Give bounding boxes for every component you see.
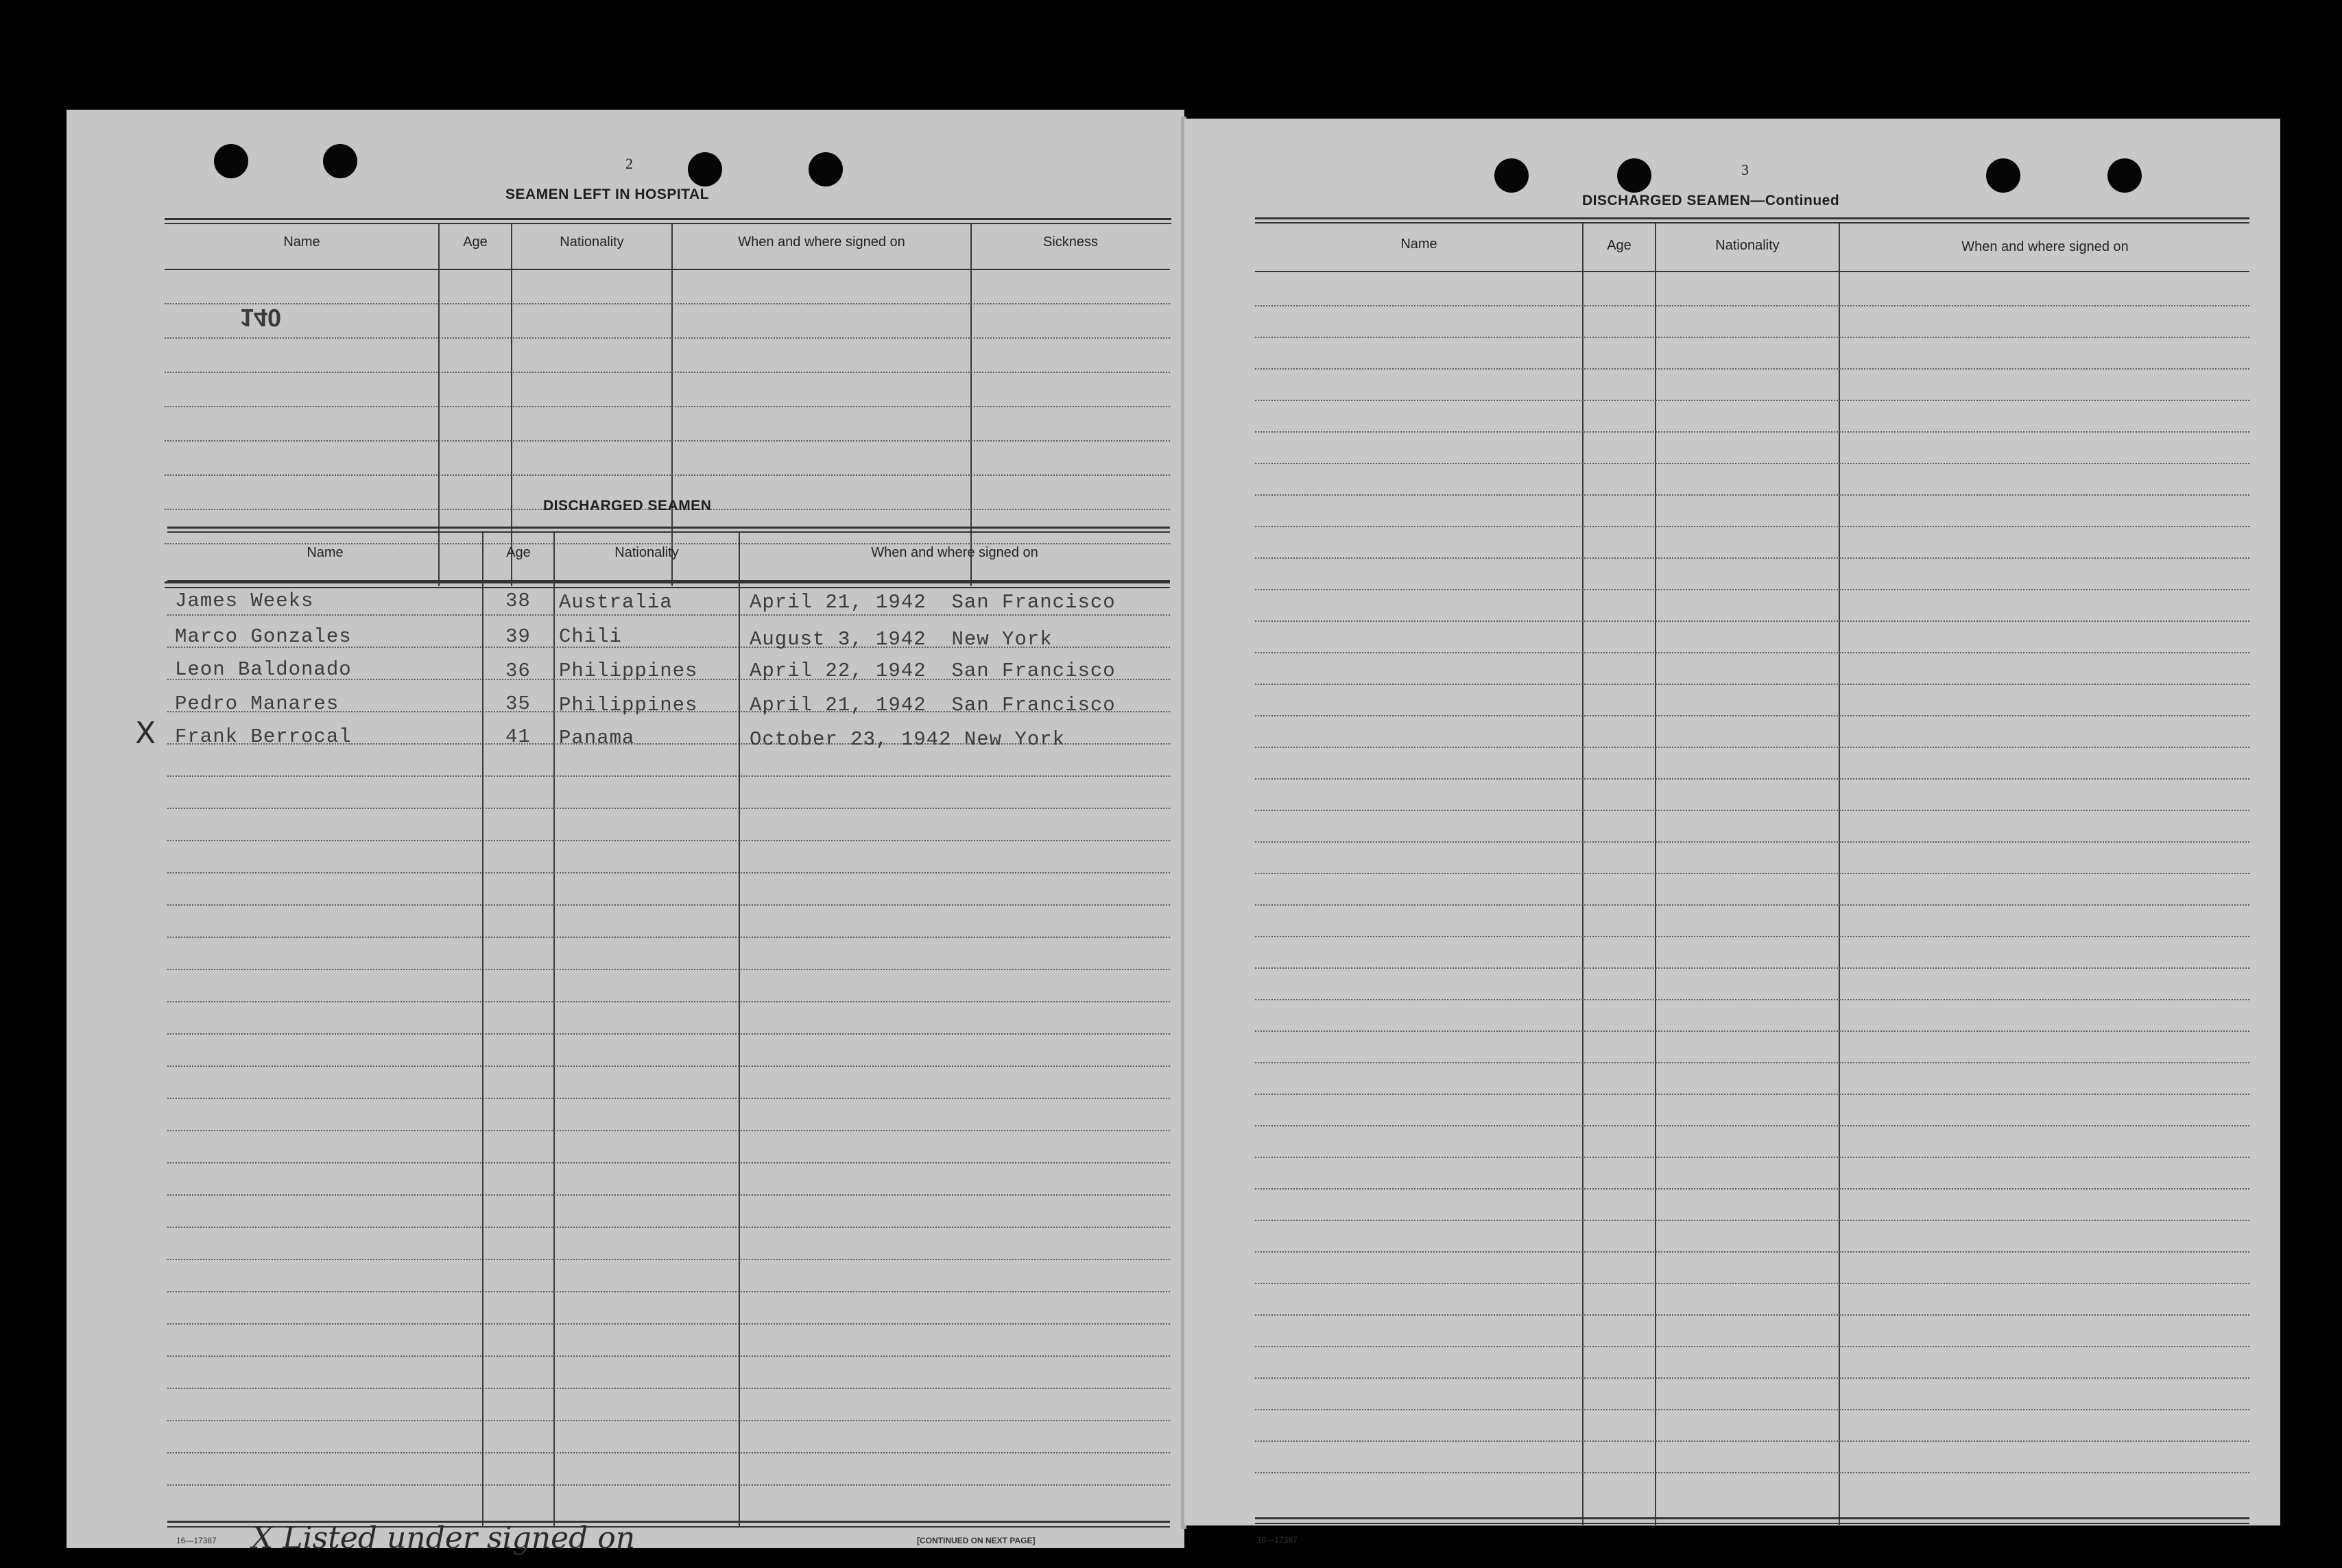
left-page [67, 110, 1184, 1556]
discharged-section-title: DISCHARGED SEAMEN [543, 498, 712, 514]
row-check-mark: X [135, 716, 156, 751]
row-line [1255, 1030, 2249, 1032]
row-line [1255, 715, 2249, 716]
row-line [165, 337, 1170, 339]
row-line [1255, 337, 2249, 338]
row-line [165, 474, 1170, 476]
row-line [1255, 368, 2249, 370]
seaman-age: 35 [505, 692, 531, 715]
section-title-sub: —Continued [1750, 193, 1840, 208]
seaman-signed-on: August 3, 1942 New York [750, 628, 1053, 651]
punch-hole [1617, 158, 1651, 193]
row-line [167, 1388, 1170, 1389]
row-line [1255, 589, 2249, 590]
row-line [167, 1227, 1170, 1228]
header-rule [167, 580, 1170, 581]
stamped-number: 140 [240, 304, 282, 332]
seaman-name: Pedro Manares [175, 692, 339, 715]
row-line [1255, 1346, 2249, 1347]
seaman-signed-on: October 23, 1942 New York [750, 728, 1066, 751]
divider [1255, 217, 2249, 219]
row-line [167, 1194, 1170, 1196]
col-header-nationality: Nationality [560, 234, 624, 250]
row-line [1255, 1314, 2249, 1316]
divider [165, 223, 1171, 224]
row-line [1255, 1157, 2249, 1158]
row-line [1255, 400, 2249, 401]
seaman-age: 36 [505, 660, 531, 682]
col-header-sickness: Sickness [1042, 234, 1099, 250]
punch-hole [688, 152, 722, 186]
row-line [1255, 841, 2249, 843]
row-line [167, 1001, 1170, 1002]
form-number: 16—17387 [176, 1536, 217, 1545]
row-line [1255, 967, 2249, 969]
row-line [167, 808, 1170, 809]
punch-hole [1494, 158, 1529, 193]
row-line [1255, 1472, 2249, 1473]
seaman-name: Leon Baldonado [175, 658, 352, 681]
header-rule [165, 269, 1170, 270]
row-line [1255, 557, 2249, 559]
section-title-main: DISCHARGED SEAMEN [1582, 193, 1751, 208]
seaman-signed-on: April 21, 1942 San Francisco [750, 694, 1116, 716]
seaman-age: 38 [505, 590, 531, 612]
row-line [1255, 810, 2249, 811]
seaman-name: James Weeks [175, 590, 314, 612]
row-line [165, 406, 1170, 407]
seaman-nationality: Panama [559, 727, 635, 749]
right-page [1184, 119, 2280, 1545]
continued-note: [CONTINUED ON NEXT PAGE] [917, 1536, 1036, 1545]
row-line [1255, 431, 2249, 433]
divider [1255, 222, 2249, 224]
row-line [1255, 778, 2249, 780]
col-header-signed-on: When and where signed on [871, 545, 1038, 560]
punch-hole [323, 144, 357, 178]
col-header-nationality: Nationality [614, 545, 679, 560]
seaman-age: 39 [505, 625, 531, 648]
column-rule [482, 533, 483, 1527]
row-line [1255, 652, 2249, 653]
row-line [167, 1291, 1170, 1292]
row-line [167, 1065, 1170, 1067]
col-header-nationality: Nationality [1715, 238, 1780, 253]
column-rule [1655, 224, 1656, 1525]
row-line [1255, 684, 2249, 685]
col-header-age: Age [506, 545, 531, 560]
col-header-name: Name [307, 545, 344, 560]
row-line [1255, 526, 2249, 527]
row-line [165, 372, 1170, 373]
col-header-age: Age [1607, 238, 1632, 253]
row-line [167, 775, 1170, 777]
seaman-age: 41 [505, 725, 531, 748]
section-title [1582, 193, 1839, 209]
column-rule [1582, 224, 1584, 1525]
column-rule [1839, 224, 1840, 1525]
row-line [1255, 1440, 2249, 1442]
row-line [167, 1323, 1170, 1325]
row-line [1255, 1094, 2249, 1095]
row-line [1255, 999, 2249, 1000]
col-header-signed-on: When and where signed on [738, 234, 905, 250]
row-line [167, 1162, 1170, 1163]
row-line [1255, 463, 2249, 464]
row-line [167, 1033, 1170, 1035]
row-line [1255, 1062, 2249, 1063]
row-line [167, 904, 1170, 906]
row-line [167, 969, 1170, 970]
divider [167, 531, 1170, 533]
seaman-name: Marco Gonzales [175, 625, 352, 648]
punch-hole [2107, 158, 2142, 193]
seaman-name: Frank Berrocal [175, 725, 352, 748]
col-header-signed-on: When and where signed on [1961, 239, 2129, 254]
row-line [1255, 494, 2249, 496]
row-line [1255, 1409, 2249, 1410]
column-rule [739, 533, 740, 1527]
punch-hole [214, 144, 248, 178]
row-line [1255, 873, 2249, 874]
row-line [1255, 904, 2249, 906]
row-line [1255, 1188, 2249, 1190]
divider [165, 218, 1171, 220]
page-number: 2 [625, 155, 633, 172]
row-line [1255, 305, 2249, 306]
row-line [1255, 1251, 2249, 1253]
row-line [167, 1259, 1170, 1260]
row-line [167, 937, 1170, 938]
handwritten-note: X Listed under signed on [252, 1521, 636, 1556]
form-number: 16—17387 [1257, 1535, 1298, 1545]
row-line [167, 1452, 1170, 1454]
col-header-name: Name [1400, 237, 1437, 252]
row-line [1255, 620, 2249, 622]
row-line [167, 1420, 1170, 1421]
row-line [165, 440, 1170, 442]
divider [165, 587, 1170, 588]
seaman-nationality: Australia [559, 591, 673, 614]
seaman-signed-on: April 22, 1942 San Francisco [750, 660, 1116, 682]
divider [1255, 1523, 2249, 1524]
row-line [1255, 1377, 2249, 1379]
seaman-nationality: Philippines [559, 694, 698, 716]
row-line [167, 1130, 1170, 1131]
header-rule [1255, 271, 2249, 272]
row-line [1255, 1283, 2249, 1284]
row-line [167, 1098, 1170, 1099]
row-line [1255, 1220, 2249, 1221]
row-line [167, 840, 1170, 841]
seaman-signed-on: April 21, 1942 San Francisco [750, 591, 1116, 614]
page-number: 3 [1741, 161, 1749, 178]
divider [165, 581, 1170, 583]
row-line [165, 303, 1170, 304]
col-header-name: Name [283, 234, 320, 250]
row-line [167, 614, 1170, 616]
row-line [167, 1484, 1170, 1486]
punch-hole [809, 152, 843, 186]
seaman-nationality: Chili [559, 625, 623, 648]
column-rule [553, 533, 555, 1527]
hospital-section-title: SEAMEN LEFT IN HOSPITAL [505, 186, 709, 202]
row-line [1255, 1125, 2249, 1126]
row-line [165, 543, 1170, 544]
row-line [1255, 747, 2249, 748]
row-line [1255, 936, 2249, 937]
punch-hole [1986, 158, 2020, 193]
divider [1255, 1517, 2249, 1519]
divider [167, 527, 1170, 529]
col-header-age: Age [463, 234, 488, 250]
row-line [167, 1355, 1170, 1357]
row-line [167, 872, 1170, 873]
seaman-nationality: Philippines [559, 660, 698, 682]
